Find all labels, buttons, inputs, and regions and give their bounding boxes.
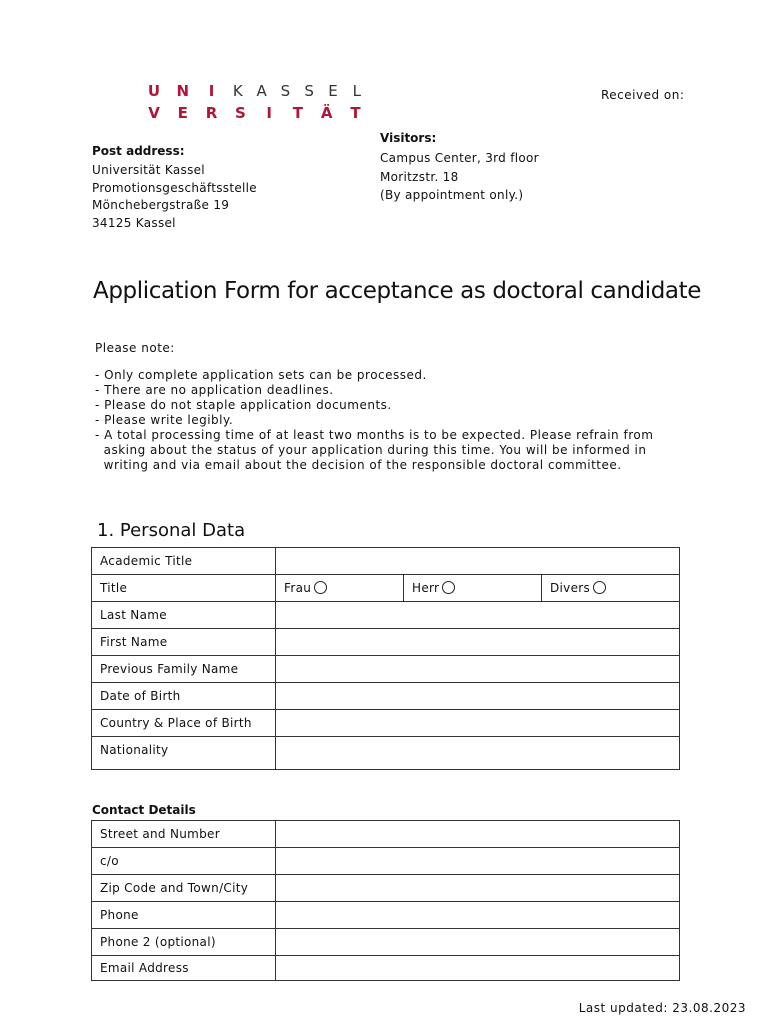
- field-label: Email Address: [92, 956, 276, 981]
- phone-2-input[interactable]: [276, 929, 680, 956]
- logo-letter: E: [177, 104, 188, 122]
- note-heading: Please note:: [95, 341, 175, 355]
- table-row: [92, 875, 680, 902]
- note-item: - There are no application deadlines.: [95, 383, 334, 397]
- logo-letter: E: [328, 82, 338, 100]
- table-row: [92, 848, 680, 875]
- note-item: - Please write legibly.: [95, 413, 234, 427]
- option-label: Frau: [284, 581, 312, 595]
- table-row: [92, 656, 680, 683]
- field-label: Phone 2 (optional): [92, 929, 276, 956]
- visitors-line: Campus Center, 3rd floor: [380, 151, 539, 165]
- field-label: Previous Family Name: [92, 656, 276, 683]
- note-item: - Please do not staple application documents.: [95, 398, 392, 412]
- table-row: [92, 902, 680, 929]
- logo-letter: S: [304, 82, 314, 100]
- logo-letter: S: [280, 82, 291, 100]
- table-row: [92, 575, 680, 602]
- field-label: c/o: [92, 848, 276, 875]
- logo-letter: T: [292, 104, 304, 122]
- logo-letter: N: [176, 82, 190, 100]
- phone-input[interactable]: [276, 902, 680, 929]
- note-item: writing and via email about the decision of the responsible doctoral committee.: [95, 458, 622, 472]
- field-label: Phone: [92, 902, 276, 929]
- table-row: [92, 956, 680, 981]
- table-row: [92, 737, 680, 770]
- post-address-line: 34125 Kassel: [92, 215, 176, 230]
- title-option-frau[interactable]: [276, 575, 404, 602]
- post-address-line: Promotionsgeschäftsstelle: [92, 180, 257, 195]
- title-option-herr[interactable]: [404, 575, 542, 602]
- table-row: [92, 602, 680, 629]
- field-label: Zip Code and Town/City: [92, 875, 276, 902]
- logo-letter: I: [266, 104, 272, 122]
- post-address-line: Universität Kassel: [92, 163, 205, 177]
- post-address-block: [92, 144, 257, 232]
- nationality-input[interactable]: [276, 737, 680, 770]
- logo-letter: K: [232, 82, 243, 100]
- field-label: Street and Number: [92, 821, 276, 848]
- page-title: Application Form for acceptance as doctoral candidate: [93, 278, 701, 304]
- logo-letter: A: [256, 82, 267, 100]
- logo-letter: U: [147, 82, 161, 100]
- option-label: Divers: [550, 581, 591, 595]
- contact-details-table: [91, 820, 680, 981]
- received-on-label: Received on:: [601, 88, 685, 102]
- last-name-input[interactable]: [276, 602, 680, 629]
- radio-button-icon[interactable]: [314, 581, 327, 594]
- logo-letter: Ä: [320, 104, 333, 122]
- logo-letter: V: [148, 104, 160, 122]
- date-of-birth-input[interactable]: [276, 683, 680, 710]
- logo-row-2: [142, 102, 367, 124]
- field-label: Country & Place of Birth: [92, 710, 276, 737]
- section-heading-personal-data: 1. Personal Data: [97, 520, 246, 541]
- field-label: Academic Title: [92, 548, 276, 575]
- last-updated-label: Last updated: 23.08.2023: [578, 1001, 746, 1015]
- table-row: [92, 710, 680, 737]
- table-row: [92, 929, 680, 956]
- logo-letter: I: [208, 82, 215, 100]
- care-of-input[interactable]: [276, 848, 680, 875]
- radio-button-icon[interactable]: [593, 581, 606, 594]
- note-item: asking about the status of your application during this time. You will be informed in: [95, 443, 647, 457]
- post-address-heading: Post address:: [92, 144, 185, 158]
- logo-letter: S: [234, 104, 246, 122]
- field-label: Title: [92, 575, 276, 602]
- zip-town-input[interactable]: [276, 875, 680, 902]
- title-option-divers[interactable]: [542, 575, 680, 602]
- note-item: - A total processing time of at least two months is to be expected. Please refrain from: [95, 428, 654, 442]
- country-place-of-birth-input[interactable]: [276, 710, 680, 737]
- university-logo: [142, 80, 367, 124]
- logo-row-1: [142, 80, 367, 102]
- logo-letter: L: [352, 82, 361, 100]
- option-label: Herr: [412, 581, 440, 595]
- field-label: Date of Birth: [92, 683, 276, 710]
- email-input[interactable]: [276, 956, 680, 981]
- field-label: Last Name: [92, 602, 276, 629]
- street-number-input[interactable]: [276, 821, 680, 848]
- note-list: [95, 368, 653, 473]
- visitors-heading: Visitors:: [380, 131, 437, 145]
- table-row: [92, 821, 680, 848]
- academic-title-input[interactable]: [276, 548, 680, 575]
- table-row: [92, 548, 680, 575]
- table-row: [92, 629, 680, 656]
- personal-data-table: [91, 547, 680, 770]
- visitors-line: (By appointment only.): [380, 188, 524, 202]
- first-name-input[interactable]: [276, 629, 680, 656]
- note-item: - Only complete application sets can be processed.: [95, 368, 427, 382]
- table-row: [92, 683, 680, 710]
- post-address-line: Mönchebergstraße 19: [92, 198, 230, 212]
- visitors-block: [380, 131, 539, 205]
- logo-letter: T: [350, 104, 361, 122]
- visitors-line: Moritzstr. 18: [380, 169, 459, 184]
- contact-details-heading: Contact Details: [92, 803, 196, 817]
- field-label: First Name: [92, 629, 276, 656]
- logo-letter: R: [205, 104, 218, 122]
- radio-button-icon[interactable]: [442, 581, 455, 594]
- field-label: Nationality: [92, 737, 276, 770]
- previous-family-name-input[interactable]: [276, 656, 680, 683]
